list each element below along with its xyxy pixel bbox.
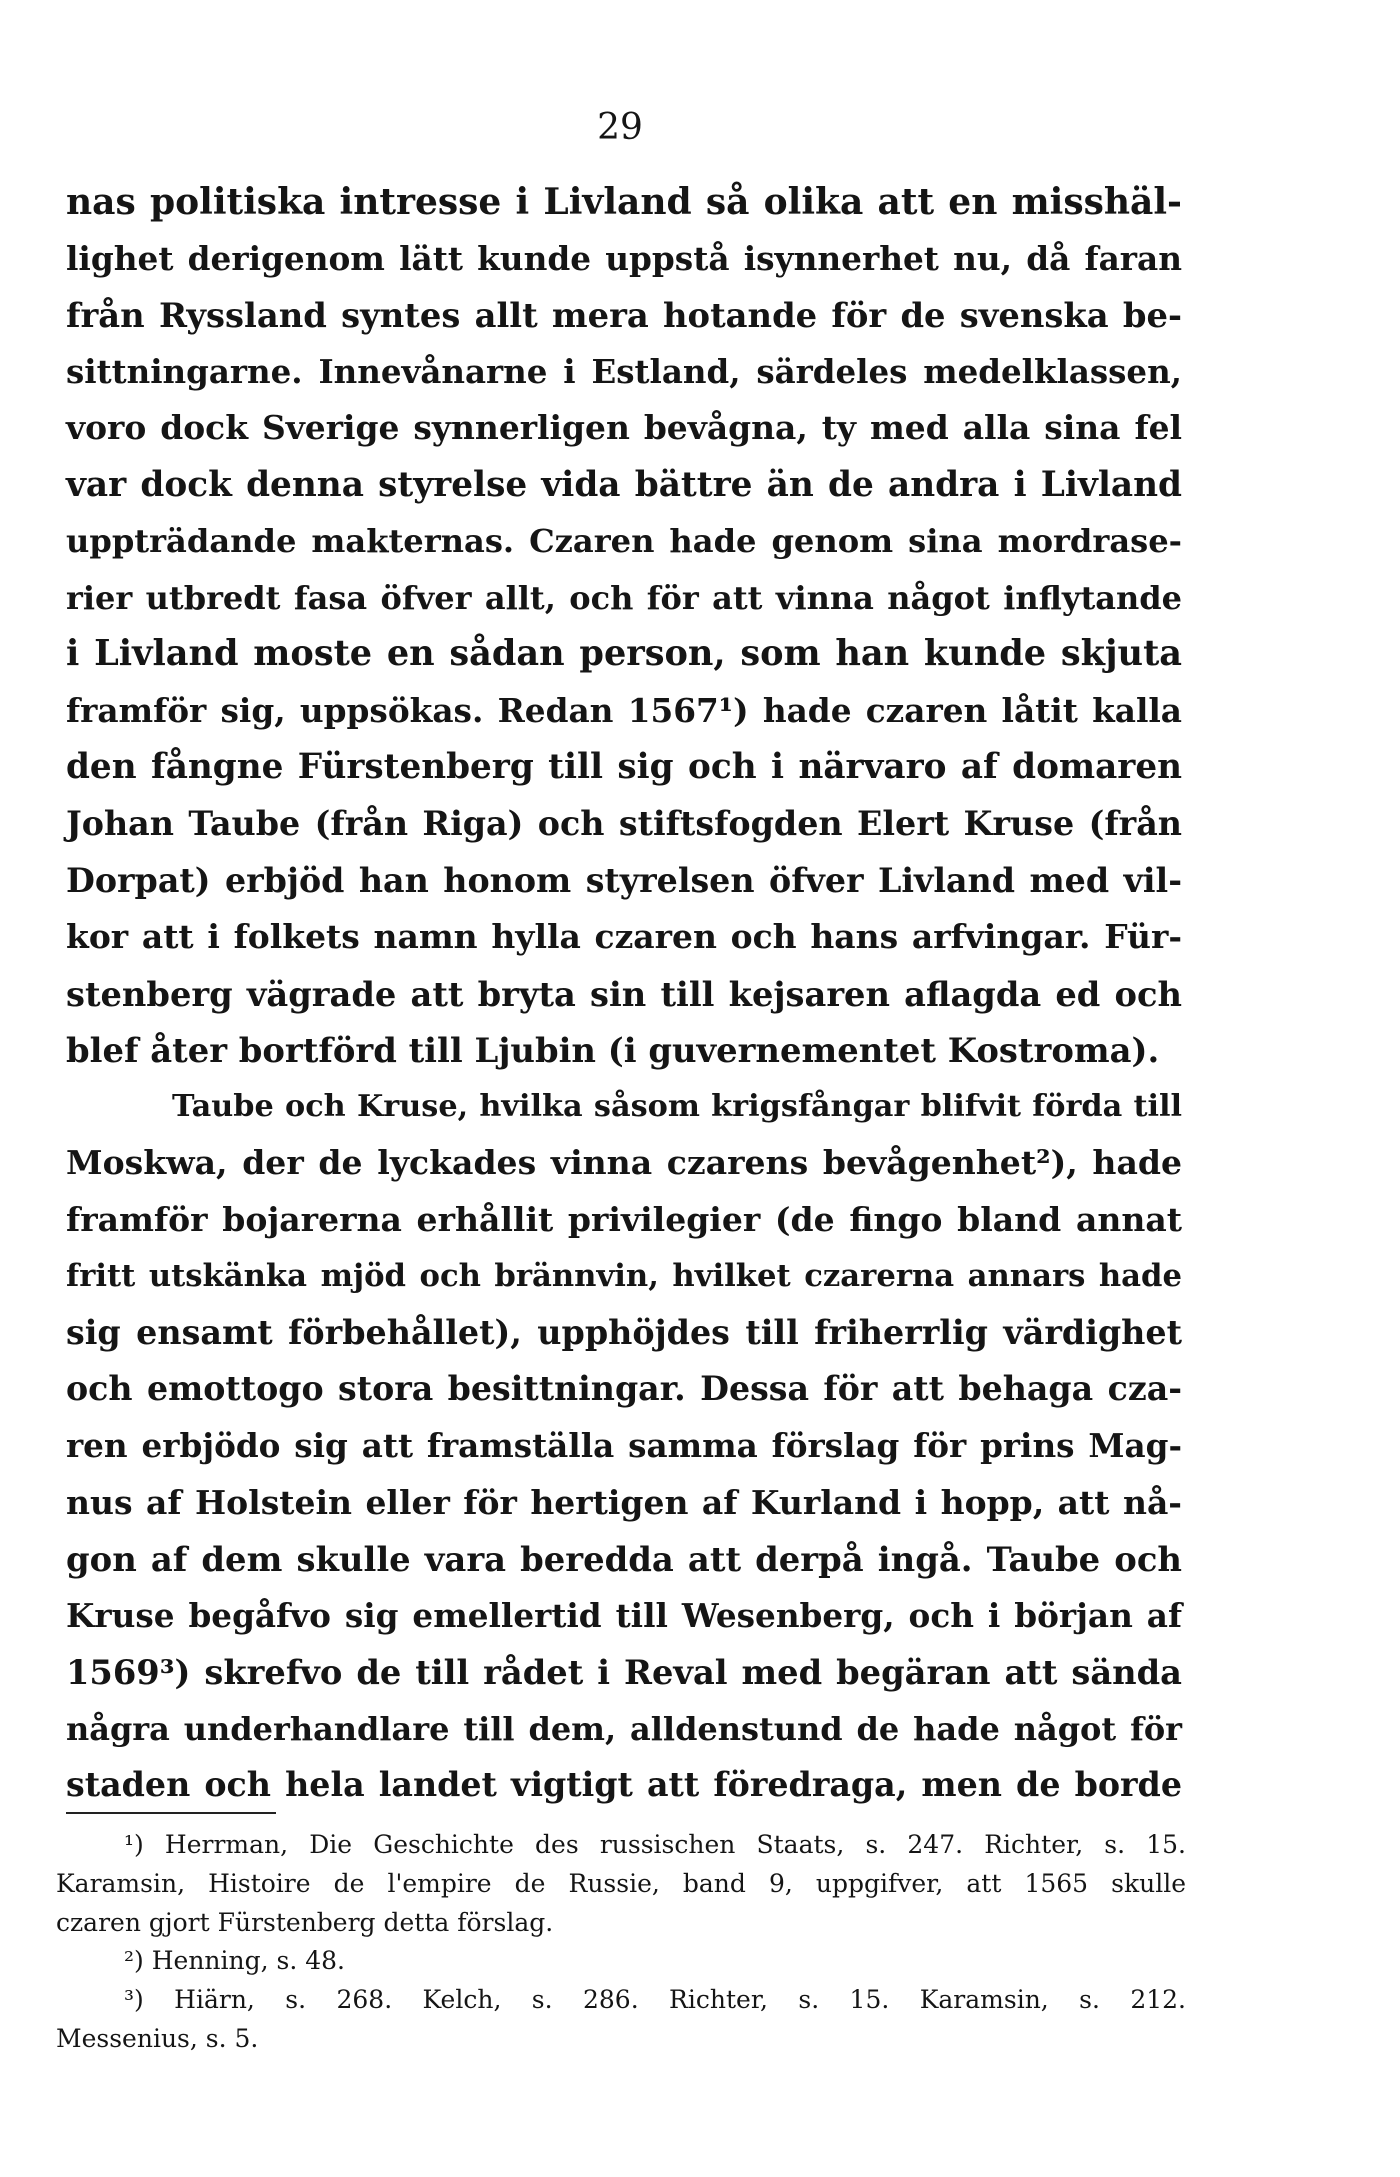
text-line: från Ryssland syntes allt mera hotande för de svenska be- [66,295,1182,336]
text-line: och emottogo stora besittningar. Dessa för att behaga cza- [66,1369,1182,1409]
text-line: rier utbredt fasa öfver allt, och för att vinna något inflytande [66,578,1182,617]
text-line: sig ensamt förbehållet), upphöjdes till friherrlig värdighet [66,1312,1182,1352]
footnote-line: ³) Hiärn, s. 268. Kelch, s. 286. Richter, s. 15. Karamsin, s. 212. [124,1985,1186,2015]
text-line: Dorpat) erbjöd han honom styrelsen öfver Livland med vil- [66,860,1182,900]
footnote-line: ¹) Herrman, Die Geschichte des russischen Staats, s. 247. Richter, s. 15. [124,1830,1186,1859]
text-line: var dock denna styrelse vida bättre än de andra i Livland [66,464,1182,505]
footnotes [56,1826,1186,2059]
footnote-line: czaren gjort Fürstenberg detta förslag. [56,1907,554,1937]
footnote-line: Messenius, s. 5. [56,2023,259,2053]
text-line: några underhandlare till dem, alldenstund de hade något för [66,1709,1182,1748]
text-line: sittningarne. Innevånarne i Estland, särdeles medelklassen, [66,352,1182,391]
text-line: gon af dem skulle vara beredda att derpå ingå. Taube och [66,1539,1182,1580]
text-line: fritt utskänka mjöd och brännvin, hvilket czarerna annars hade [66,1258,1182,1295]
text-line: den fångne Fürstenberg till sig och i närvaro af domaren [66,747,1182,788]
text-line: uppträdande makternas. Czaren hade genom sina mordrase- [66,522,1182,561]
text-line: Kruse begåfvo sig emellertid till Wesenberg, och i början af [66,1595,1182,1635]
footnote-line: Karamsin, Histoire de l'empire de Russie, band 9, uppgifver, att 1565 skulle [56,1868,1186,1898]
text-line: nas politiska intresse i Livland så olika att en misshäl- [66,181,1182,223]
paragraph-start-line: Taube och Kruse, hvilka såsom krigsfångar blifvit förda till [172,1088,1182,1124]
text-line: i Livland moste en sådan person, som han kunde skjuta [66,633,1182,675]
text-line: framför bojarerna erhållit privilegier (de fingo bland annat [66,1199,1182,1239]
paragraph-end-line: blef åter bortförd till Ljubin (i guvernementet Kostroma). [66,1030,1160,1071]
footnote-separator [66,1812,276,1814]
text-line: staden och hela landet vigtigt att föredraga, men de borde [66,1765,1182,1805]
text-line: voro dock Sverige synnerligen bevågna, ty med alla sina fel [66,408,1182,448]
text-line: ren erbjödo sig att framställa samma förslag för prins Mag- [66,1426,1182,1466]
text-line: Johan Taube (från Riga) och stiftsfogden Elert Kruse (från [66,804,1182,844]
text-line: framför sig, uppsökas. Redan 1567¹) hade czaren låtit kalla [66,690,1182,730]
page-number: 29 [597,107,643,148]
main-text [66,174,1182,1814]
text-line: 1569³) skrefvo de till rådet i Reval med begäran att sända [66,1652,1182,1693]
text-line: stenberg vägrade att bryta sin till kejsaren aflagda ed och [66,973,1182,1014]
text-line: lighet derigenom lätt kunde uppstå isynnerhet nu, då faran [66,238,1182,278]
footnote-line: ²) Henning, s. 48. [124,1946,345,1976]
text-line: nus af Holstein eller för hertigen af Kurland i hopp, att nå- [66,1482,1182,1522]
text-line: kor att i folkets namn hylla czaren och hans arfvingar. Für- [66,917,1182,957]
text-line: Moskwa, der de lyckades vinna czarens bevågenhet²), hade [66,1143,1182,1183]
